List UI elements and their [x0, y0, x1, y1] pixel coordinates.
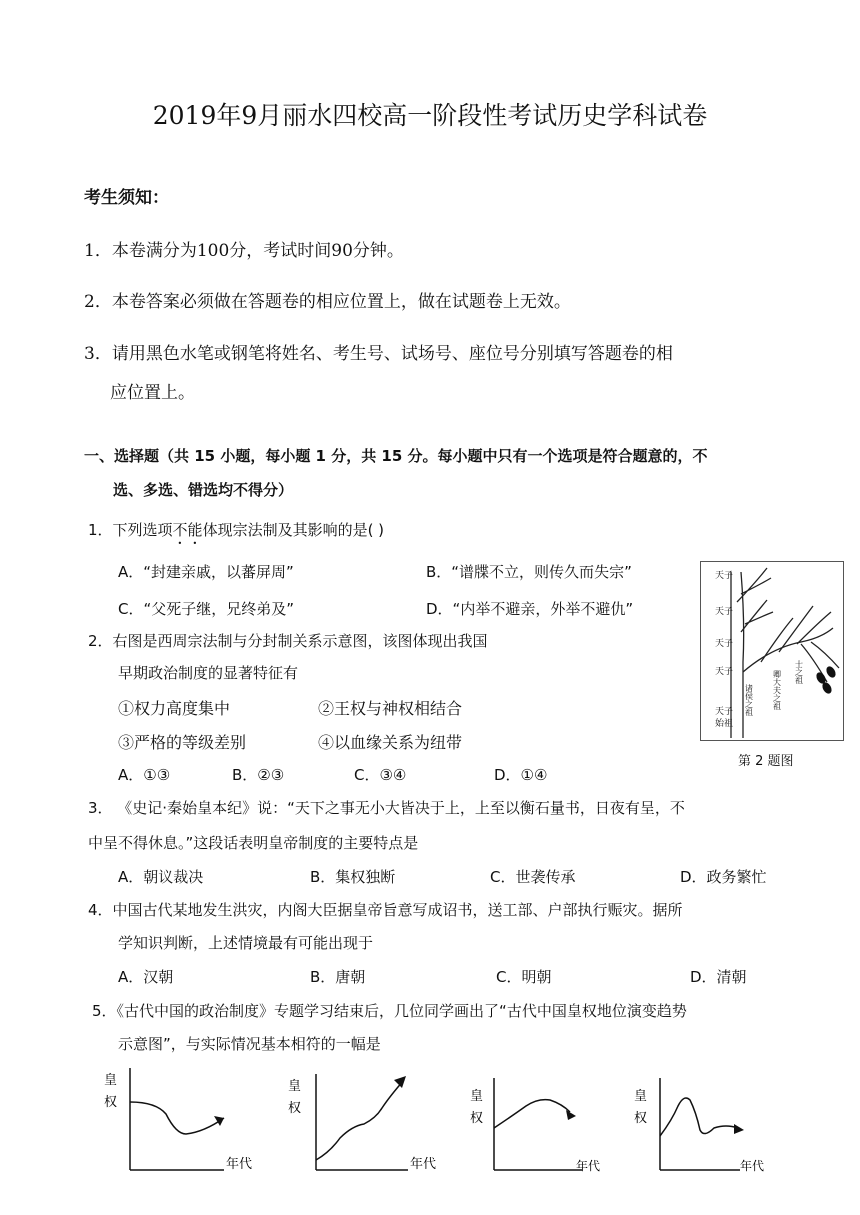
- q1-option-a: A．“封建亲戚，以蕃屏周”: [118, 563, 294, 581]
- tree-label-tianzi-1: 天子: [715, 571, 734, 581]
- q2-stem-cont: 早期政治制度的显著特征有: [118, 664, 299, 682]
- notice-item-3: 3．请用黑色水笔或钢笔将姓名、考生号、试场号、座位号分别填写答题卷的相: [84, 344, 673, 364]
- graph-b-ylabel-2: 权: [288, 1101, 302, 1116]
- graph-a-ylabel-2: 权: [104, 1095, 118, 1110]
- q4-stem-cont: 学知识判断，上述情境最有可能出现于: [118, 934, 374, 952]
- tree-branch-2: [741, 600, 773, 632]
- q3-option-a: A．朝议裁决: [118, 868, 204, 886]
- q5-graph-a: [96, 1062, 276, 1182]
- graph-c-xlabel: 年代: [576, 1159, 601, 1173]
- notice-item-1: 1．本卷满分为100分，考试时间90分钟。: [84, 241, 404, 261]
- graph-d-curve: [660, 1098, 738, 1136]
- notice-item-2: 2．本卷答案必须做在答题卷的相应位置上，做在试题卷上无效。: [84, 292, 571, 312]
- graph-d-ylabel-1: 皇: [634, 1089, 648, 1104]
- q5-graph-b: [280, 1062, 450, 1182]
- q4-stem: 4．中国古代某地发生洪灾，内阁大臣据皇帝旨意写成诏书，送工部、户部执行赈灾。据所: [88, 901, 683, 919]
- graph-c-arrow: [566, 1110, 576, 1120]
- tree-label-shizu: 始祖: [715, 719, 734, 729]
- q2-option-b: B．②③: [232, 766, 285, 784]
- tree-label-tianzi-2: 天子: [715, 607, 734, 617]
- q2-tree-figure: [700, 561, 844, 741]
- q2-statement-2: ②王权与神权相结合: [318, 699, 463, 718]
- q5-graph-d: [630, 1066, 800, 1182]
- q5-stem-cont: 示意图”，与实际情况基本相符的一幅是: [118, 1035, 381, 1053]
- q1-stem-emphasis: 不能: [172, 521, 203, 539]
- section-heading-cont: 选、多选、错选均不得分）: [113, 481, 294, 499]
- tree-label-tianzi-3: 天子: [715, 639, 734, 649]
- graph-d-arrow: [734, 1124, 744, 1134]
- notice-heading: 考生须知：: [84, 188, 169, 208]
- tree-branch-main: [743, 628, 833, 672]
- q3-option-b: B．集权独断: [310, 868, 396, 886]
- q5-graph-c: [462, 1066, 632, 1182]
- tree-label-tianzi-5: 天子: [715, 707, 734, 717]
- notice-item-3-cont: 应位置上。: [110, 383, 195, 403]
- q2-figure-caption: 第 2 题图: [738, 754, 794, 769]
- q2-option-c: C．③④: [354, 766, 407, 784]
- q1-stem: [88, 519, 384, 548]
- q2-statement-1: ①权力高度集中: [118, 699, 231, 718]
- q4-option-a: A．汉朝: [118, 968, 174, 986]
- q3-option-c: C．世袭传承: [490, 868, 576, 886]
- graph-c-ylabel-2: 权: [470, 1111, 484, 1126]
- graph-d-ylabel-2: 权: [634, 1111, 648, 1126]
- q1-option-d: D．“内举不避亲，外举不避仇”: [426, 600, 634, 618]
- tree-diagram: [701, 562, 843, 740]
- graph-c-curve: [494, 1100, 570, 1128]
- q1-option-b: B．“谱牒不立，则传久而失宗”: [426, 563, 632, 581]
- tree-label-shi: 士之祖: [794, 660, 804, 684]
- tree-branch-sub: [761, 606, 831, 662]
- q1-stem-post: 体现宗法制及其影响的是( ): [202, 521, 385, 539]
- q2-option-a: A．①③: [118, 766, 171, 784]
- section-heading: 一、选择题（共 15 小题，每小题 1 分，共 15 分。每小题中只有一个选项是符合题意的，不: [84, 447, 708, 465]
- q3-option-d: D．政务繁忙: [680, 868, 767, 886]
- q2-option-d: D．①④: [494, 766, 548, 784]
- tree-label-tianzi-4: 天子: [715, 667, 734, 677]
- graph-d-xlabel: 年代: [740, 1159, 765, 1173]
- q2-statement-3: ③严格的等级差别: [118, 733, 247, 752]
- q1-option-c: C．“父死子继，兄终弟及”: [118, 600, 295, 618]
- q3-stem-cont: 中呈不得休息。”这段话表明皇帝制度的主要特点是: [88, 834, 419, 852]
- q3-stem: 3． 《史记·秦始皇本纪》说：“天下之事无小大皆决于上，上至以衡石量书，日夜有呈，不: [88, 799, 685, 817]
- graph-a-arrow: [214, 1116, 224, 1126]
- q1-stem-pre: 1．下列选项: [88, 521, 173, 539]
- graph-b-arrow: [394, 1076, 406, 1088]
- tree-label-zhuhou: 诸侯之祖: [744, 684, 754, 716]
- graph-a-ylabel-1: 皇: [104, 1073, 118, 1088]
- q4-option-b: B．唐朝: [310, 968, 366, 986]
- graph-c-ylabel-1: 皇: [470, 1089, 484, 1104]
- graph-b-ylabel-1: 皇: [288, 1079, 302, 1094]
- graph-b-curve: [316, 1080, 404, 1160]
- graph-a-xlabel: 年代: [226, 1157, 253, 1172]
- q4-option-c: C．明朝: [496, 968, 552, 986]
- graph-a-curve: [130, 1102, 224, 1134]
- tree-label-qingdafu: 卿大夫之祖: [772, 670, 782, 710]
- q4-option-d: D．清朝: [690, 968, 747, 986]
- graph-b-xlabel: 年代: [410, 1157, 437, 1172]
- q2-stem: 2．右图是西周宗法制与分封制关系示意图，该图体现出我国: [88, 632, 488, 650]
- q5-stem: 5．《古代中国的政治制度》专题学习结束后，几位同学画出了“古代中国皇权地位演变趋势: [92, 1002, 687, 1020]
- page-title: 2019年9月丽水四校高一阶段性考试历史学科试卷: [152, 101, 708, 130]
- q2-statement-4: ④以血缘关系为纽带: [318, 733, 463, 752]
